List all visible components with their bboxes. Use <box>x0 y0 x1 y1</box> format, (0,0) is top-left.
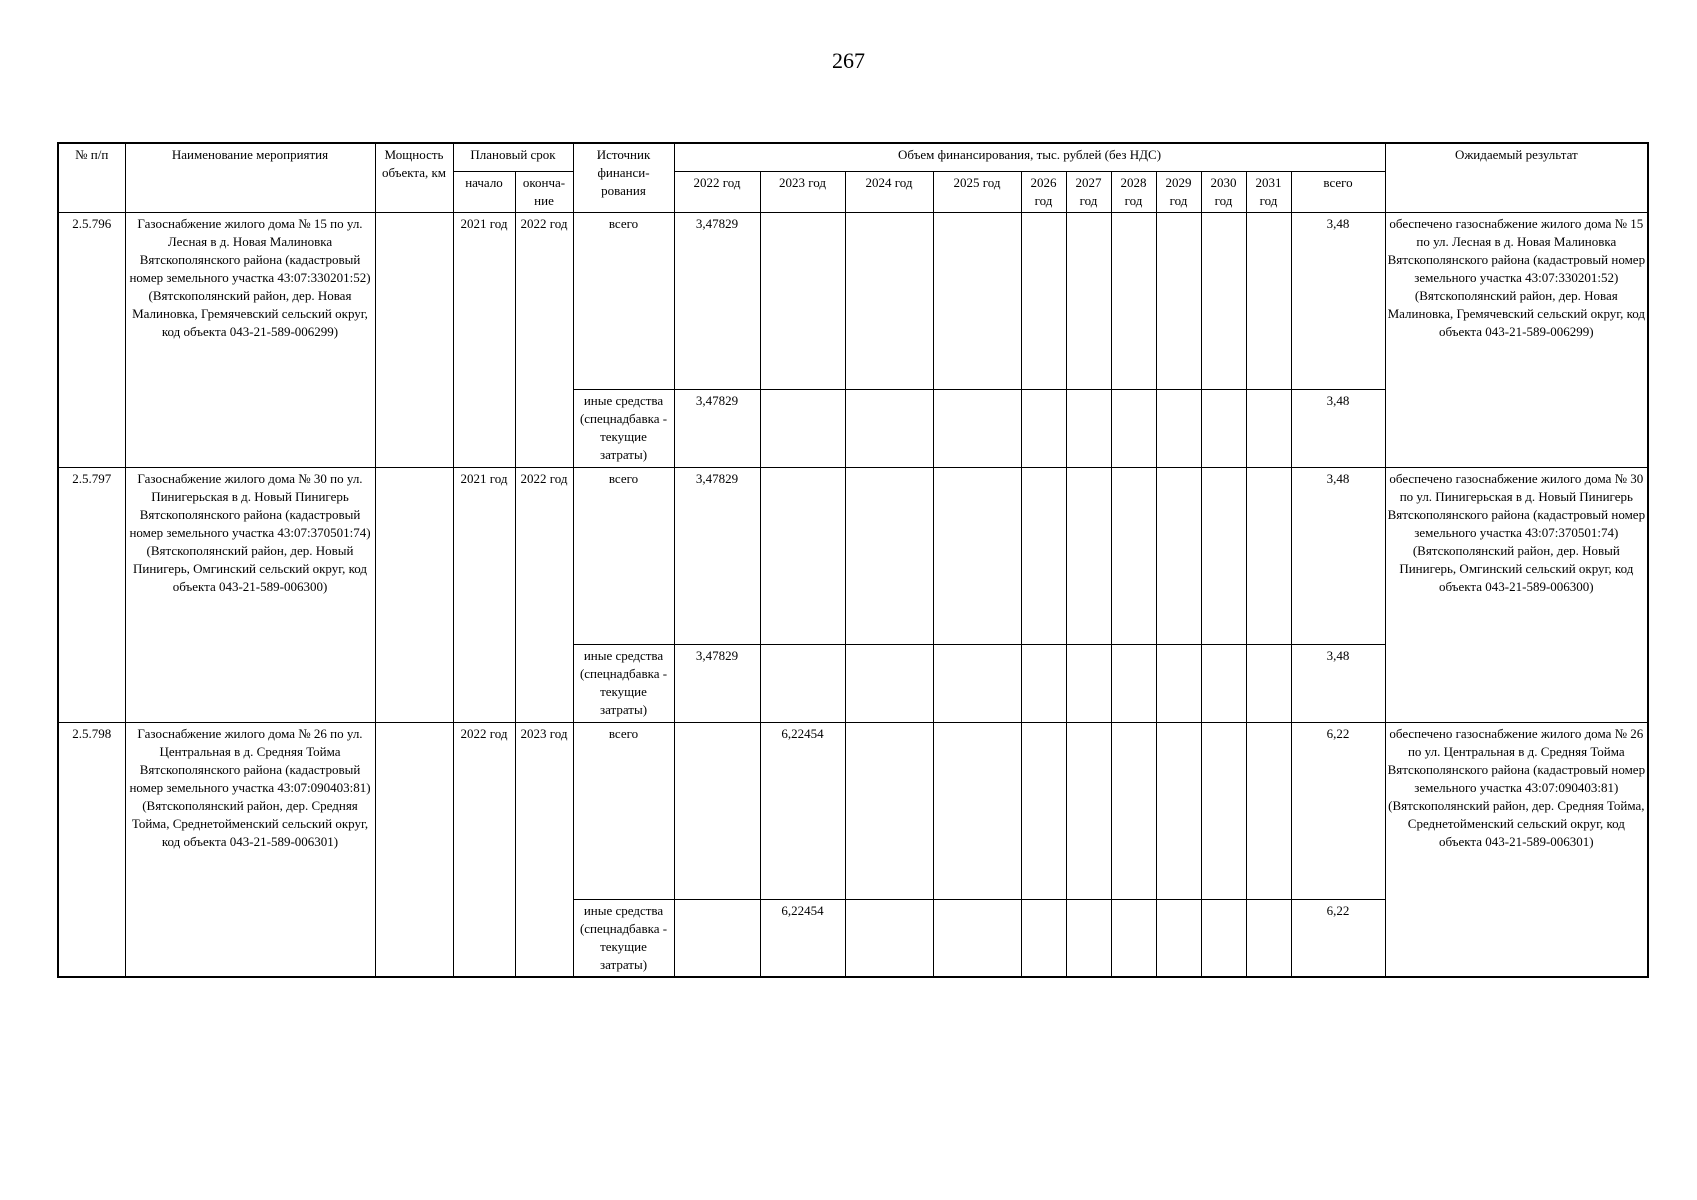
source-label: всего <box>573 212 674 389</box>
row-name: Газоснабжение жилого дома № 26 по ул. Центральная в д. Средняя Тойма Вятскополянского района (кадастровый номер земельного участка 43:07:090403:81) (Вятскополянский район, дер. Средняя Тойма, Среднетойменский сельский округ, код объекта 043-21-589-006301) <box>125 722 375 977</box>
row-capacity <box>375 467 453 722</box>
row-end: 2022 год <box>515 212 573 467</box>
source-label: иные средства (спецнадбавка - текущие затраты) <box>573 644 674 722</box>
amount-total: 6,22 <box>1291 722 1385 899</box>
header-year: 2023 год <box>760 171 845 212</box>
amount-2022: 3,47829 <box>674 467 760 644</box>
row-start: 2022 год <box>453 722 515 977</box>
amount-total: 3,48 <box>1291 644 1385 722</box>
row-capacity <box>375 212 453 467</box>
amount-total: 3,48 <box>1291 212 1385 389</box>
row-capacity <box>375 722 453 977</box>
amount-2023: 6,22454 <box>760 899 845 977</box>
header-year: 2022 год <box>674 171 760 212</box>
funding-plan-table <box>57 142 1649 978</box>
row-name: Газоснабжение жилого дома № 15 по ул. Лесная в д. Новая Малиновка Вятскополянского района (кадастровый номер земельного участка 43:07:330201:52) (Вятскополянский район, дер. Новая Малиновка, Гремячевский сельский округ, код объекта 043-21-589-006299) <box>125 212 375 467</box>
table-row <box>58 212 1648 389</box>
header-year: 2025 год <box>933 171 1021 212</box>
row-end: 2022 год <box>515 467 573 722</box>
amount-total: 3,48 <box>1291 389 1385 467</box>
source-label: всего <box>573 722 674 899</box>
source-label: иные средства (спецнадбавка - текущие затраты) <box>573 899 674 977</box>
header-source: Источник финанси-рования <box>573 143 674 212</box>
header-year: 2027 год <box>1066 171 1111 212</box>
row-num: 2.5.796 <box>58 212 125 467</box>
amount-total: 6,22 <box>1291 899 1385 977</box>
header-year: 2028 год <box>1111 171 1156 212</box>
amount-2022: 3,47829 <box>674 389 760 467</box>
row-result: обеспечено газоснабжение жилого дома № 30 по ул. Пинигерьская в д. Новый Пинигерь Вятскополянского района (кадастровый номер земельного участка 43:07:370501:74) (Вятскополянский район, дер. Новый Пинигерь, Омгинский сельский округ, код объекта 043-21-589-006300) <box>1385 467 1648 722</box>
row-start: 2021 год <box>453 467 515 722</box>
row-name: Газоснабжение жилого дома № 30 по ул. Пинигерьская в д. Новый Пинигерь Вятскополянского района (кадастровый номер земельного участка 43:07:370501:74) (Вятскополянский район, дер. Новый Пинигерь, Омгинский сельский округ, код объекта 043-21-589-006300) <box>125 467 375 722</box>
row-start: 2021 год <box>453 212 515 467</box>
header-name: Наименование мероприятия <box>125 143 375 212</box>
header-year: 2024 год <box>845 171 933 212</box>
header-capacity: Мощность объекта, км <box>375 143 453 212</box>
table-row <box>58 467 1648 644</box>
header-result: Ожидаемый результат <box>1385 143 1648 212</box>
header-term-start: начало <box>453 171 515 212</box>
amount-2022 <box>674 722 760 899</box>
header-total: всего <box>1291 171 1385 212</box>
amount-2023 <box>760 212 845 389</box>
table-row <box>58 722 1648 899</box>
header-year: 2031 год <box>1246 171 1291 212</box>
row-result: обеспечено газоснабжение жилого дома № 26 по ул. Центральная в д. Средняя Тойма Вятскополянского района (кадастровый номер земельного участка 43:07:090403:81) (Вятскополянский район, дер. Средняя Тойма, Среднетойменский сельский округ, код объекта 043-21-589-006301) <box>1385 722 1648 977</box>
amount-total: 3,48 <box>1291 467 1385 644</box>
amount-2022: 3,47829 <box>674 212 760 389</box>
amount-2023 <box>760 467 845 644</box>
amount-2022 <box>674 899 760 977</box>
amount-2022: 3,47829 <box>674 644 760 722</box>
source-label: всего <box>573 467 674 644</box>
header-term: Плановый срок <box>453 143 573 171</box>
amount-2023 <box>760 389 845 467</box>
row-result: обеспечено газоснабжение жилого дома № 15 по ул. Лесная в д. Новая Малиновка Вятскополянского района (кадастровый номер земельного участка 43:07:330201:52) (Вятскополянский район, дер. Новая Малиновка, Гремячевский сельский округ, код объекта 043-21-589-006299) <box>1385 212 1648 467</box>
page-number: 267 <box>832 48 865 73</box>
source-label: иные средства (спецнадбавка - текущие затраты) <box>573 389 674 467</box>
header-year: 2026 год <box>1021 171 1066 212</box>
header-funding: Объем финансирования, тыс. рублей (без НДС) <box>674 143 1385 171</box>
row-num: 2.5.798 <box>58 722 125 977</box>
header-year: 2029 год <box>1156 171 1201 212</box>
row-num: 2.5.797 <box>58 467 125 722</box>
amount-2023: 6,22454 <box>760 722 845 899</box>
amount-2023 <box>760 644 845 722</box>
header-num: № п/п <box>58 143 125 212</box>
header-term-end: оконча-ние <box>515 171 573 212</box>
header-year: 2030 год <box>1201 171 1246 212</box>
row-end: 2023 год <box>515 722 573 977</box>
